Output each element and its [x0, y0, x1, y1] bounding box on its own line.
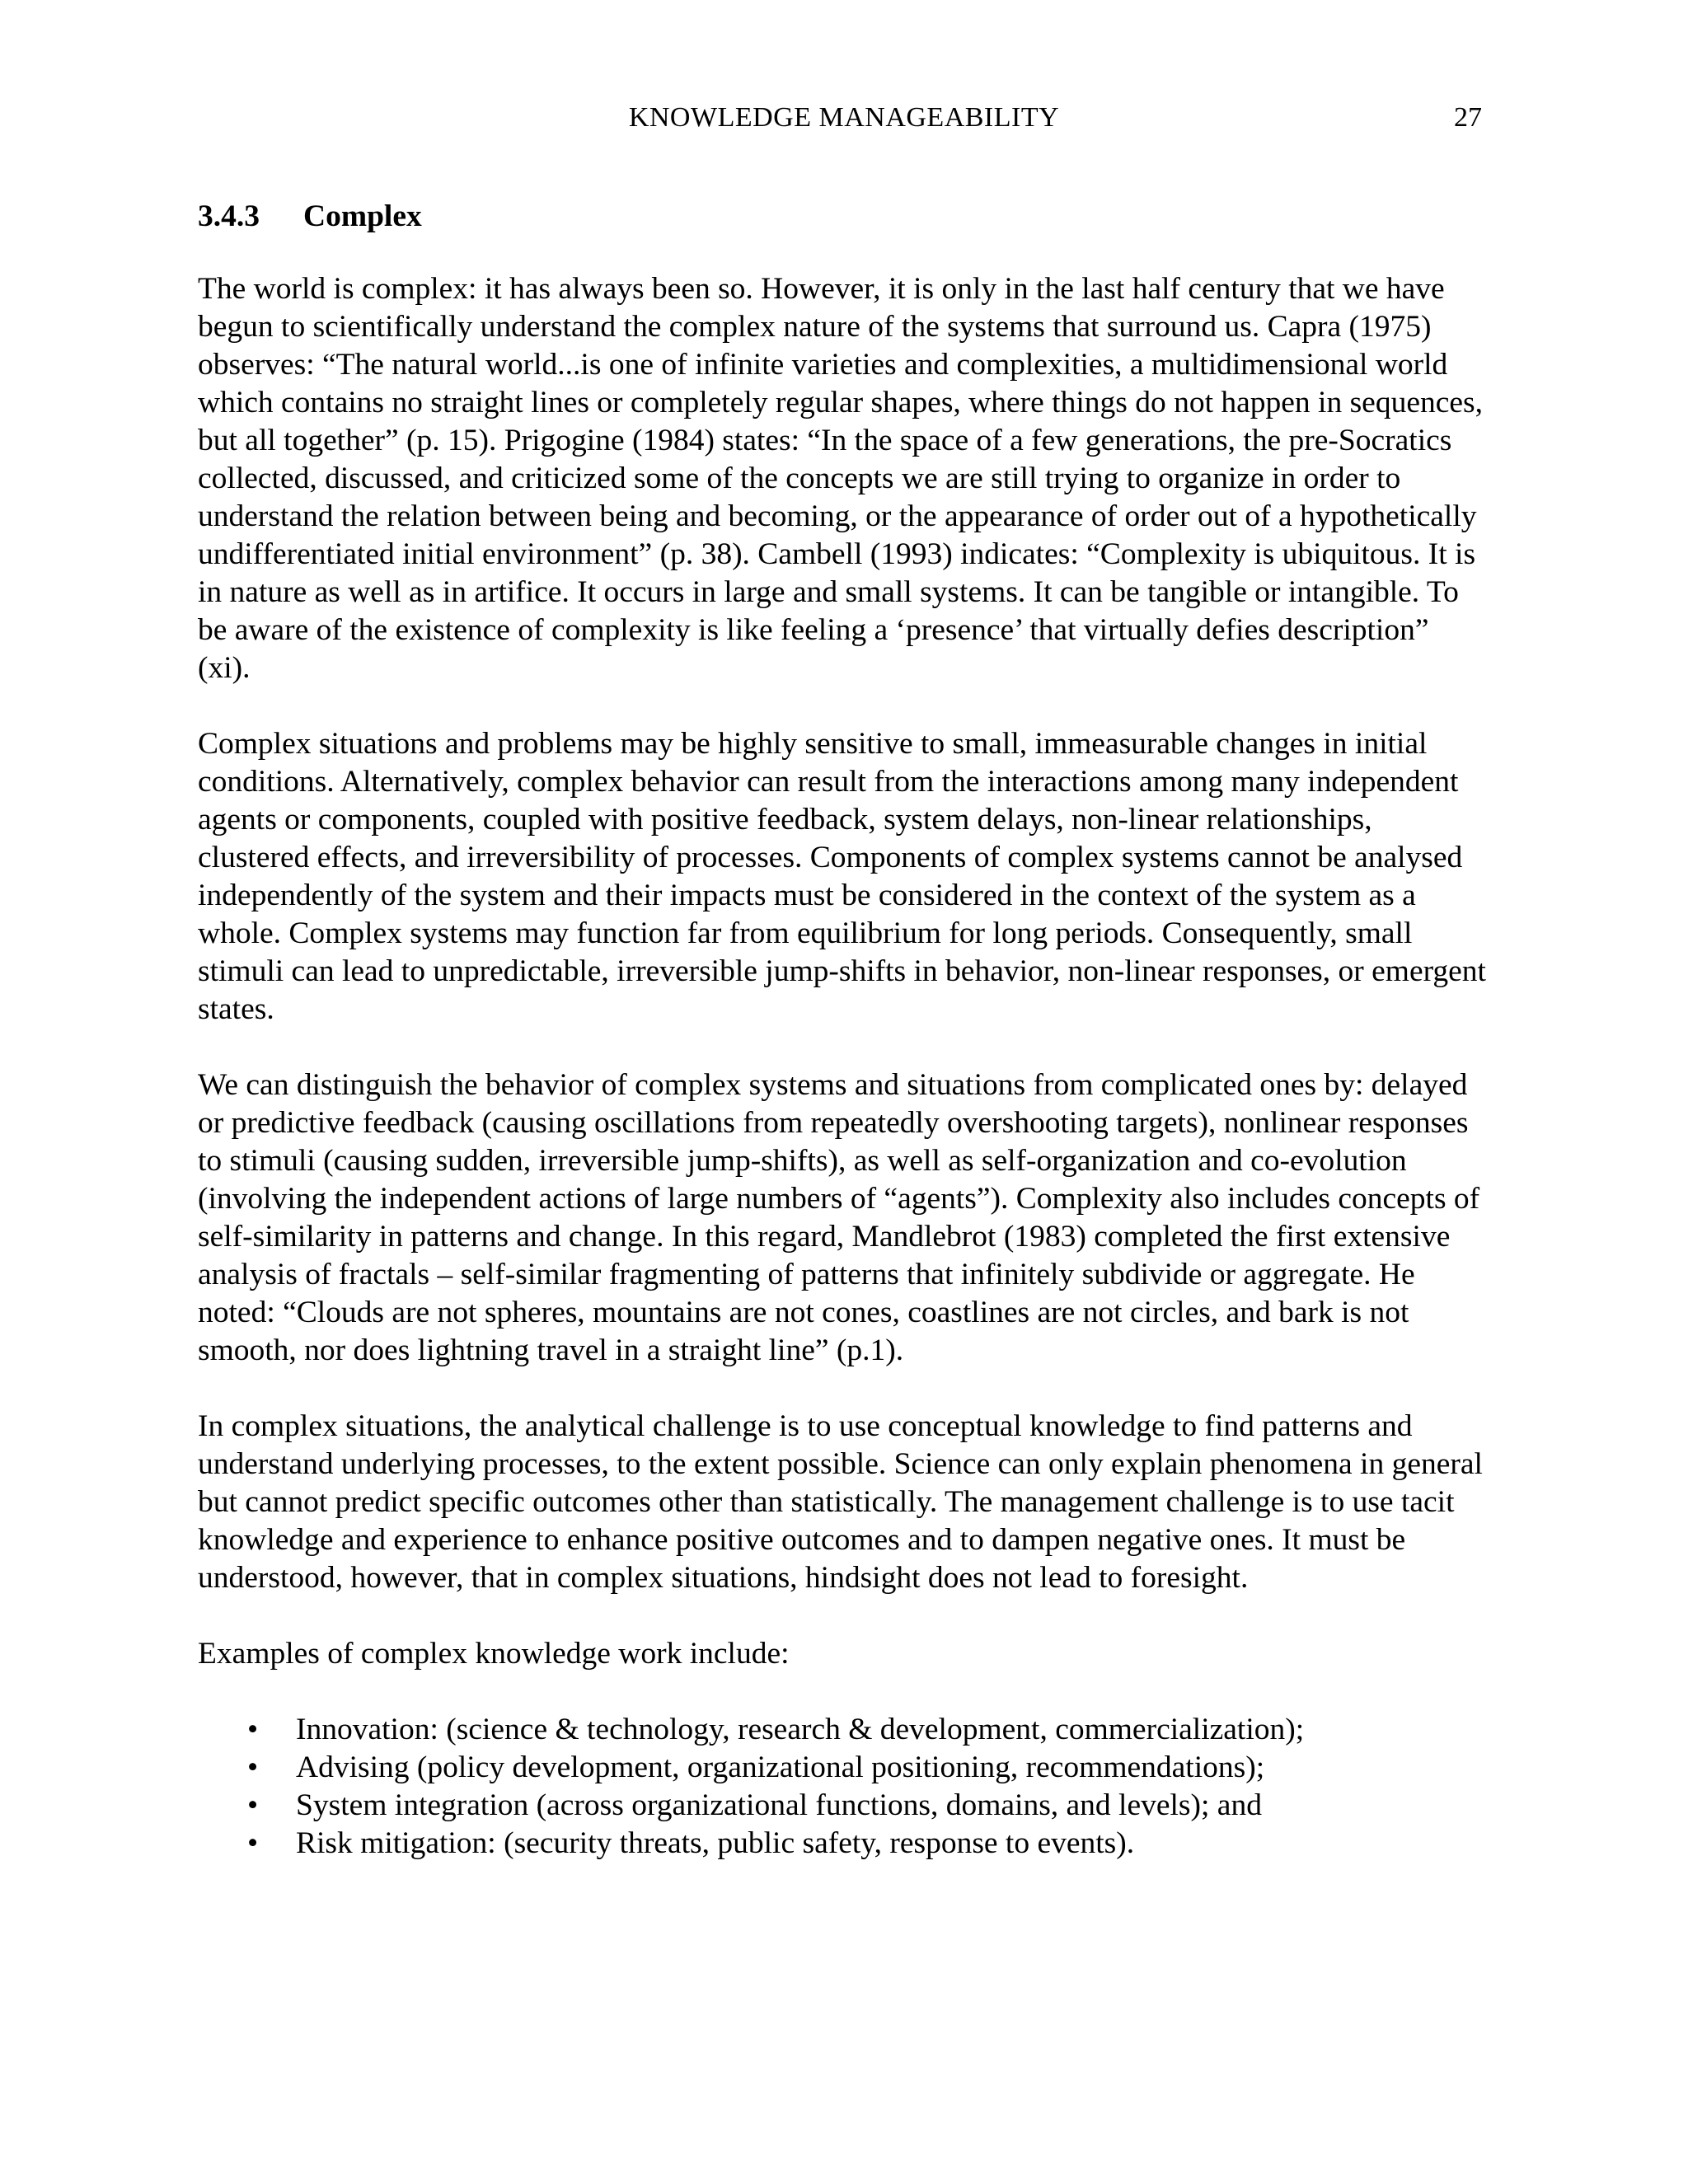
section-heading: [198, 198, 1488, 236]
list-item-text: Risk mitigation: (security threats, public safety, response to events).: [296, 1826, 1135, 1860]
running-header: [0, 97, 1688, 138]
running-head-title: KNOWLEDGE MANAGEABILITY: [628, 102, 1060, 133]
section-title: Complex: [303, 199, 422, 233]
paragraph-sensitivity: Complex situations and problems may be highly sensitive to small, immeasurable changes in initial conditions. Alternatively, complex behavior can result from the interactions among many independent agents or components, coupled with positive feedback, system delays, non-linear relationships, clustered effects, and irreversibility of processes. Components of complex systems cannot be analysed independently of the system and their impacts must be considered in the context of the system as a whole. Complex systems may function far from equilibrium for long periods. Consequently, small stimuli can lead to unpredictable, irreversible jump-shifts in behavior, non-linear responses, or emergent states.: [198, 727, 1486, 1026]
paragraph-intro: The world is complex: it has always been so. However, it is only in the last half century that we have begun to scientifically understand the complex nature of the systems that surround us. Capra (1975) observes: “The natural world...is one of infinite varieties and complexities, a multidimensional world which contains no straight lines or completely regular shapes, where things do not happen in sequences, but all together” (p. 15). Prigogine (1984) states: “In the space of a few generations, the pre-Socratics collected, discussed, and criticized some of the concepts we are still trying to organize in order to understand the relation between being and becoming, or the appearance of order out of a hypothetically undifferentiated initial environment” (p. 38). Cambell (1993) indicates: “Complexity is ubiquitous. It is in nature as well as in artifice. It occurs in large and small systems. It can be tangible or intangible. To be aware of the existence of complexity is like feeling a ‘presence’ that virtually defies description” (xi).: [198, 272, 1483, 685]
list-item: [247, 1787, 1488, 1825]
body-content: [198, 198, 1488, 1863]
list-item-text: Advising (policy development, organizational positioning, recommendations);: [296, 1750, 1265, 1784]
page-number: 27: [1454, 102, 1482, 133]
bullet-icon: •: [247, 1826, 259, 1860]
list-item: [247, 1825, 1488, 1863]
bullet-icon: •: [247, 1788, 259, 1822]
list-item-text: Innovation: (science & technology, research & development, commercialization);: [296, 1713, 1305, 1746]
section-number: 3.4.3: [198, 199, 260, 233]
list-item: [247, 1749, 1488, 1787]
bullet-icon: •: [247, 1713, 259, 1746]
examples-list: [198, 1711, 1488, 1863]
list-item: [247, 1711, 1488, 1749]
paragraph-challenge: In complex situations, the analytical challenge is to use conceptual knowledge to find patterns and understand underlying processes, to the extent possible. Science can only explain phenomena in general but cannot predict specific outcomes other than statistically. The management challenge is to use tacit knowledge and experience to enhance positive outcomes and to dampen negative ones. It must be understood, however, that in complex situations, hindsight does not lead to foresight.: [198, 1409, 1483, 1595]
paragraph-examples-lead: Examples of complex knowledge work include:: [198, 1637, 790, 1671]
bullet-icon: •: [247, 1750, 259, 1784]
paragraph-distinguish: We can distinguish the behavior of complex systems and situations from complicated ones by: delayed or predictive feedback (causing oscillations from repeatedly overshooting targets), nonlinear responses to stimuli (causing sudden, irreversible jump-shifts), as well as self-organization and co-evolution (involving the independent actions of large numbers of “agents”). Complexity also includes concepts of self-similarity in patterns and change. In this regard, Mandlebrot (1983) completed the first extensive analysis of fractals – self-similar fragmenting of patterns that infinitely subdivide or aggregate. He noted: “Clouds are not spheres, mountains are not cones, coastlines are not circles, and bark is not smooth, nor does lightning travel in a straight line” (p.1).: [198, 1068, 1480, 1367]
list-item-text: System integration (across organizational functions, domains, and levels); and: [296, 1788, 1262, 1822]
